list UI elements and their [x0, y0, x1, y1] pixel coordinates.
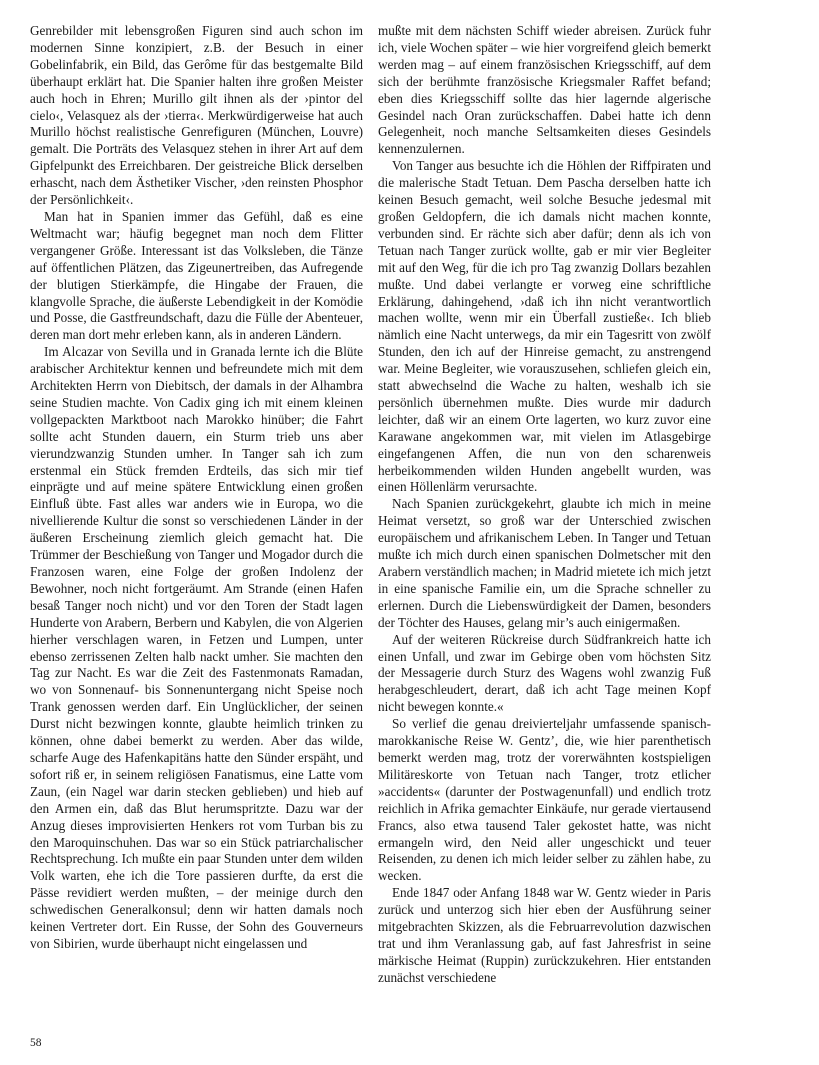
right-text-column — [378, 23, 711, 987]
paragraph: So verlief die genau dreivierteljahr umfassende spanisch-marokkanische Reise W. Gentz’, die, wie hier parenthetisch bemerkt werden mag, trotz der vorerwähnten kostspieligen Militäreskorte von Tetuan nach Tanger, trotz etlicher »accidents« (darunter der Postwagenunfall) und endlich trotz reichlich in Afrika gemachter Einkäufe, nur gerade viertausend Francs, also etwa tausend Taler gekostet hatte, was nicht ermangeln wird, den Neid aller ungeschickt und teuer Reisenden, zu denen ich mich leider selber zu zählen habe, zu wecken. — [378, 716, 711, 884]
paragraph: Nach Spanien zurückgekehrt, glaubte ich mich in meine Heimat versetzt, so groß war der Unterschied zwischen europäischem und afrikanischem Leben. In Tanger und Tetuan mußte ich mich durch einen spanischen Dolmetscher mit den Arabern verständlich machen; in Madrid mietete ich mich jetzt in eine spanische Familie ein, um die Sprache schneller zu erlernen. Durch die Liebenswürdigkeit der Damen, besonders der Töchter des Hauses, gelang mir’s auch einigermaßen. — [378, 496, 711, 630]
page-number: 58 — [30, 1037, 42, 1049]
paragraph: Man hat in Spanien immer das Gefühl, daß es eine Weltmacht war; häufig begegnet man noch dem Flitter vergangener Größe. Interessant ist das Volksleben, die Tänze auf öffentlichen Plätzen, das Zigeunertreiben, das Aufregende der blutigen Stierkämpfe, die Hingabe der Frauen, die klangvolle Sprache, die äußerste Lebendigkeit in der Komödie und Posse, die Gastfreundschaft, dazu die Fülle der Abenteuer, deren man dort mehr erleben kann, als in anderen Ländern. — [30, 208, 363, 343]
paragraph: mußte mit dem nächsten Schiff wieder abreisen. Zurück fuhr ich, viele Wochen später – wie hier vorgreifend gleich bemerkt werden mag – auf einem französischen Kriegsschiff, auf dem sich der berühmte französische Kriegsmaler Raffet befand; eben dies Kriegsschiff sollte das hier lagernde algerische Gesindel nach Oran zurückschaffen. Dabei hatte ich denn Gelegenheit, noch manche Seltsamkeiten dieses Gesindels kennenzulernen. — [378, 23, 711, 157]
left-text-column — [30, 23, 363, 953]
paragraph: Genrebilder mit lebensgroßen Figuren sind auch schon im modernen Sinne konzipiert, z.B. der Besuch in einer Gobelinfabrik, ein Bild, das Gerôme für das bestgemalte Bild überhaupt erklärt hat. Die Spanier halten ihre großen Meister auch hoch in Ehren; Murillo gilt ihnen als der ›pintor del cielo‹, Velasquez als der ›tierra‹. Merkwürdigerweise hat auch Murillo höchst realistische Genrefiguren (München, Louvre) gemalt. Die Porträts des Velasquez stehen in ihrer Art auf dem Gipfelpunkt des Erreichbaren. Der geistreiche Blick derselben erhascht, nach dem Ästhetiker Vischer, ›den reinsten Phosphor der Persönlichkeit‹. — [30, 23, 363, 208]
paragraph: Auf der weiteren Rückreise durch Südfrankreich hatte ich einen Unfall, und zwar im Gebirge oben vom höchsten Sitz der Messagerie durch Sturz des Wagens wohl zwanzig Fuß herabgeschleudert, derart, daß ich acht Tage meinen Kopf nicht bewegen konnte.« — [378, 631, 711, 715]
paragraph: Ende 1847 oder Anfang 1848 war W. Gentz wieder in Paris zurück und unterzog sich hier eben der Ausführung seiner mitgebrachten Skizzen, als die Februarrevolution dazwischen trat und ihm Veranlassung gab, auf fast Jahresfrist in seine märkische Heimat (Ruppin) zurückzukehren. Hier entstanden zunächst verschiedene — [378, 885, 711, 985]
paragraph: Von Tanger aus besuchte ich die Höhlen der Riffpiraten und die malerische Stadt Tetuan. Dem Pascha derselben hatte ich keinen Besuch gemacht, weil solche Besuche jedesmal mit großen Geldopfern, die ich damals nicht machen konnte, verbunden sind. Er rächte sich aber dafür; denn als ich von Tetuan nach Tanger zurück wollte, gab er mir vier Begleiter mit auf den Weg, für die ich pro Tag zwanzig Dollars bezahlen mußte. Und dabei verlangte er vorweg eine schriftliche Erklärung, dahingehend, ›daß ich ihn nicht verantwortlich machen wollte, wenn mir ein Überfall zustieße‹. Ich blieb nämlich eine Nacht unterwegs, da mir ein Tagesritt von zwölf Stunden, den ich auf der Hinreise gemacht, zu anstrengend war. Meine Begleiter, wie vorauszusehen, schliefen gleich ein, statt abwechselnd die Wache zu halten, weshalb ich sie persönlich übernehmen mußte. Dies wurde mir dadurch leichter, daß wir an einem Orte lagerten, wo kurz zuvor eine Karawane angekommen war, mit vielen im Atlasgebirge eingefangenen Affen, die nun von den scharenweis herbeikommenden wilden Hunden angebellt wurden, was einen Höllenlärm verursachte. — [378, 158, 711, 495]
paragraph: Im Alcazar von Sevilla und in Granada lernte ich die Blüte arabischer Architektur kennen und befreundete mich mit dem Architekten Herrn von Diebitsch, der damals in der Alhambra seine Studien machte. Von Cadix ging ich mit einem kleinen vollgepackten Marktboot nach Marokko hinüber; die Fahrt sollte acht Stunden dauern, ein Sturm trieb uns aber vierundzwanzig Stunden umher. In Tanger sah ich zum erstenmal ein Stück fremden Erdteils, das sich mir tief einprägte und auf meine spätere Entwicklung einen großen Einfluß übte. Fast alles war anders wie in Europa, wo die nivellierende Kultur die sonst so verschiedenen Länder in der äußeren Erscheinung ziemlich gleich gemacht hat. Die Trümmer der Beschießung von Tanger und Mogador durch die Franzosen waren, eine Folge der großen Indolenz der Bewohner, noch nicht fortgeräumt. Am Strande (einen Hafen besaß Tanger noch nicht) und vor den Toren der Stadt lagen Hunderte von Arabern, Berbern und Kabylen, die von Algerien hierher verschlagen waren, in Fetzen und Lumpen, unter ebenso zerrissenen Zelten halb nackt umher. Sie machten den Tag zur Nacht. Es war die Zeit des Fastenmonats Ramadan, wo von Sonnenauf- bis Sonnenuntergang nicht Speise noch Trank genossen werden darf. Ein Unglücklicher, der seinen Durst nicht bezwingen konnte, glaubte heimlich trinken zu können, ohne dabei bemerkt zu werden. Aber das wilde, scharfe Auge des Hafenkapitäns hatte den Sünder erspäht, und sofort riß er, in seinem religiösen Fanatismus, eine Latte vom Zaun, (ein Nagel war darin stecken geblieben) und hieb auf den Armen ein, daß das Blut herumspritzte. Dazu war der Anzug dieses improvisierten Henkers rot vom Turban bis zu den Maroquinschuhen. Das war so ein Stück patriarchalischer Rechtsprechung. Ich mußte ein paar Stunden unter dem wilden Volk warten, ehe ich die Tore passieren durfte, da erst die Pässe revidiert werden mußten, – der meinige durch den schwedischen Generalkonsul; denn wir hatten damals noch keinen Vertreter dort. Ein Russe, der Sohn des Gouverneurs von Sibirien, wurde überhaupt nicht eingelassen und — [30, 344, 363, 951]
